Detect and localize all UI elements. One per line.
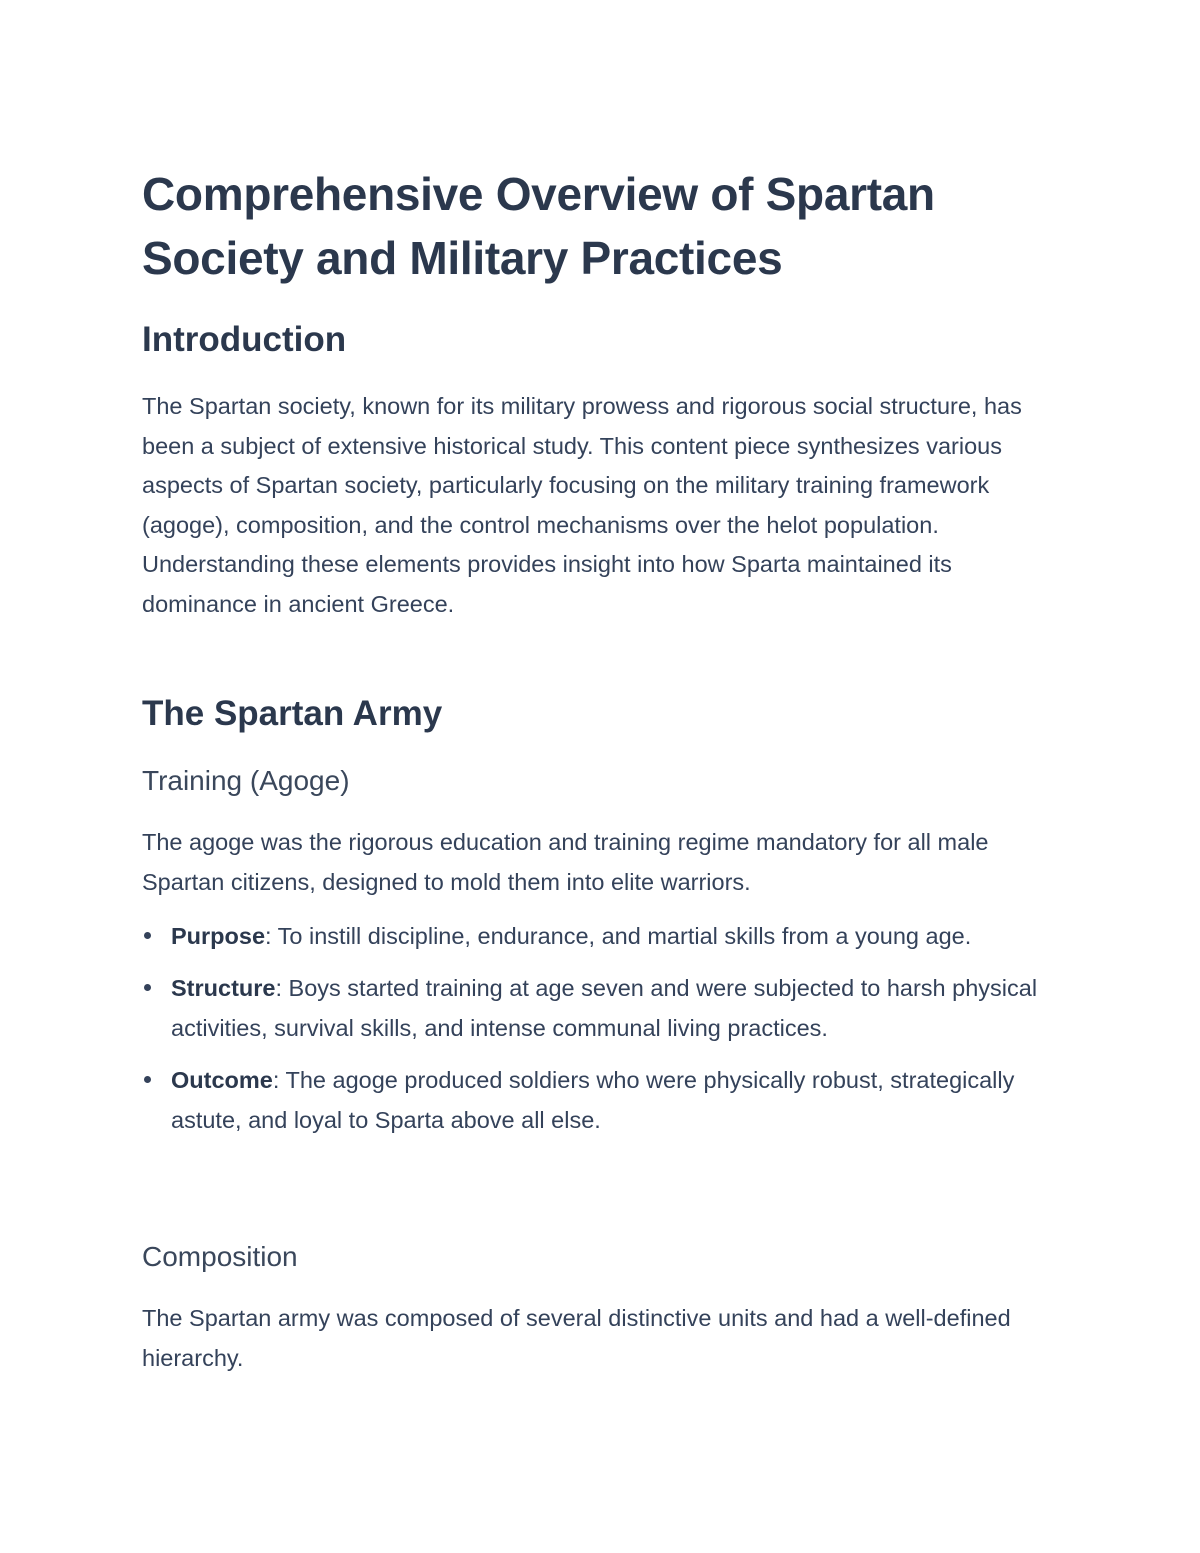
training-list [142, 916, 1054, 1152]
list-item-text: : Boys started training at age seven and were subjected to harsh physical activities, survival skills, and intense communal living practices. [171, 975, 1038, 1041]
spartan-army-heading: The Spartan Army [142, 694, 443, 733]
list-item-label: Purpose [171, 923, 266, 949]
list-item [142, 916, 1054, 956]
list-item-text: : The agoge produced soldiers who were physically robust, strategically astute, and loyal to Sparta above all else. [171, 1067, 1015, 1133]
bullet-icon [144, 932, 151, 939]
bullet-icon [144, 984, 151, 991]
training-heading: Training (Agoge) [142, 765, 350, 796]
list-item [142, 1060, 1054, 1140]
composition-heading: Composition [142, 1241, 298, 1272]
list-item-label: Outcome [171, 1067, 273, 1093]
document-title: Comprehensive Overview of Spartan Society and Military Practices [142, 168, 935, 284]
introduction-paragraph: The Spartan society, known for its military prowess and rigorous social structure, has been a subject of extensive historical study. This content piece synthesizes various aspects of Spartan society, particularly focusing on the military training framework (agoge), composition, and the control mechanisms over the helot population. Understanding these elements provides insight into how Sparta maintained its dominance in ancient Greece. [142, 393, 1022, 617]
composition-paragraph: The Spartan army was composed of several distinctive units and had a well-defined hierarchy. [142, 1305, 1011, 1371]
list-item [142, 968, 1054, 1048]
training-paragraph: The agoge was the rigorous education and training regime mandatory for all male Spartan citizens, designed to mold them into elite warriors. [142, 829, 989, 895]
bullet-icon [144, 1076, 151, 1083]
introduction-heading: Introduction [142, 320, 347, 359]
list-item-text: : To instill discipline, endurance, and martial skills from a young age. [265, 923, 972, 949]
list-item-label: Structure [171, 975, 276, 1001]
